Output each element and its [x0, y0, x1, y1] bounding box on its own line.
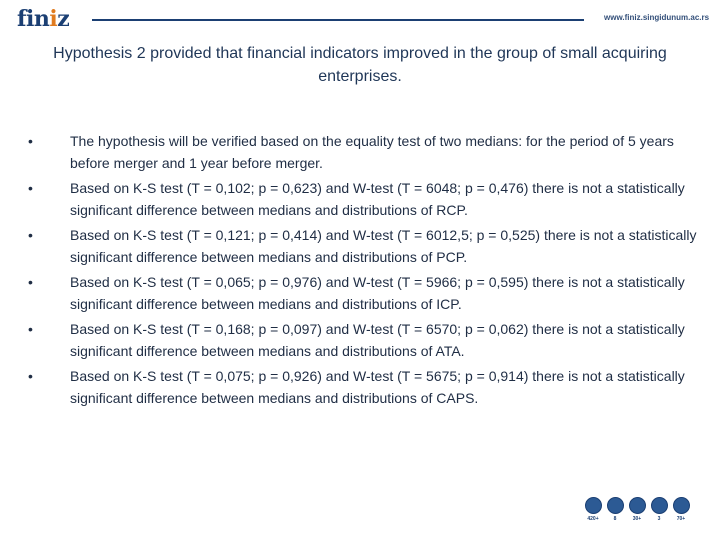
bullet-item [28, 365, 698, 409]
footer-stat [606, 497, 624, 529]
slide-title: Hypothesis 2 provided that financial indicators improved in the group of small acquiring enterprises. [53, 45, 667, 85]
footer-stat [672, 497, 690, 529]
bullet-item [28, 318, 698, 362]
footer-stats [584, 497, 694, 529]
bullet-dot: • [28, 133, 33, 149]
building-icon [673, 497, 690, 514]
bullet-dot: • [28, 274, 33, 290]
group-icon [629, 497, 646, 514]
bullet-text: Based on K-S test (T = 0,075; p = 0,926) and W-test (T = 5675; p = 0,914) there is not a statistically significant difference between medians and distributions of CAPS. [70, 368, 685, 406]
footer-stat [628, 497, 646, 529]
header-url: www.finiz.singidunum.ac.rs [604, 13, 710, 22]
finiz-logo: finiz [17, 6, 70, 32]
slide-header [0, 0, 720, 40]
bullet-dot: • [28, 180, 33, 196]
bullet-text: Based on K-S test (T = 0,121; p = 0,414) and W-test (T = 6012,5; p = 0,525) there is not a statistically significant difference between medians and distributions of PCP. [70, 227, 697, 265]
footer-stat-value: 30+ [632, 516, 642, 522]
footer-stat [650, 497, 668, 529]
person-icon [607, 497, 624, 514]
bullet-list [28, 130, 698, 412]
bullet-item [28, 130, 698, 174]
award-icon [651, 497, 668, 514]
bullet-dot: • [28, 321, 33, 337]
footer-stat-value: 3 [657, 516, 661, 522]
bullet-text: Based on K-S test (T = 0,102; p = 0,623) and W-test (T = 6048; p = 0,476) there is not a statistically significant difference between medians and distributions of RCP. [70, 180, 685, 218]
footer-stat-value: 420+ [587, 516, 599, 522]
footer-stat-value: 8 [613, 516, 617, 522]
bullet-dot: • [28, 227, 33, 243]
header-divider [92, 19, 584, 21]
bullet-dot: • [28, 368, 33, 384]
bullet-item [28, 271, 698, 315]
footer-stat-value: 70+ [676, 516, 686, 522]
people-icon [585, 497, 602, 514]
bullet-text: Based on K-S test (T = 0,168; p = 0,097) and W-test (T = 6570; p = 0,062) there is not a statistically significant difference between medians and distributions of ATA. [70, 321, 685, 359]
bullet-text: The hypothesis will be verified based on the equality test of two medians: for the period of 5 years before merger and 1 year before merger. [70, 133, 674, 171]
bullet-text: Based on K-S test (T = 0,065; p = 0,976) and W-test (T = 5966; p = 0,595) there is not a statistically significant difference between medians and distributions of ICP. [70, 274, 685, 312]
footer-stat [584, 497, 602, 529]
bullet-item [28, 177, 698, 221]
bullet-item [28, 224, 698, 268]
